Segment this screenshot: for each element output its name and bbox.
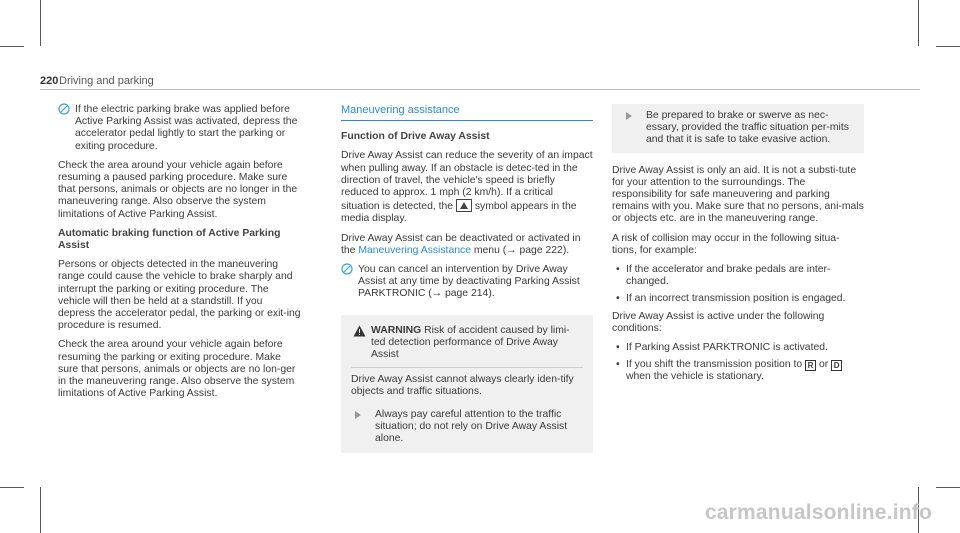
- warning-text: Risk of accident caused by limi-ted detection performance of Drive Away Assist: [371, 324, 570, 361]
- section-title: Driving and parking: [59, 75, 154, 87]
- subsection-heading: Automatic braking function of Active Parking Assist: [58, 227, 281, 252]
- list-item-text: If you shift the transmission position to: [626, 359, 803, 371]
- paragraph: [341, 150, 593, 225]
- info-note: [341, 264, 593, 301]
- step-text: Be prepared to brake or swerve as nec-essary, provided the traffic situation per-mits and that it is safe to take evasive action.: [646, 110, 849, 146]
- step-arrow-icon: [626, 112, 632, 120]
- warning-box: [341, 315, 593, 454]
- maneuvering-assistance-link[interactable]: Maneuvering Assistance: [358, 244, 471, 256]
- watermark: carmanualsonline.info: [704, 501, 932, 524]
- note-text: You can cancel an intervention by Drive Away Assist at any time by deactivating Parking Assist PARKTRONIC (→ page 214).: [358, 264, 580, 300]
- list-item: [612, 359, 864, 383]
- list-item-text: If Parking Assist PARKTRONIC is activated.: [626, 342, 828, 354]
- info-icon: [58, 103, 71, 116]
- paragraph-text: symbol appears in the media display.: [341, 201, 577, 225]
- crop-mark: [0, 46, 24, 47]
- list-item: [612, 264, 864, 288]
- bullet-icon: •: [616, 342, 620, 354]
- bullet-icon: •: [616, 359, 620, 371]
- maneuvering-assistance-heading: Maneuvering assistance: [341, 104, 593, 121]
- crop-mark: [936, 46, 960, 47]
- paragraph-text: Drive Away Assist can be deactivated or activated in the: [341, 232, 581, 256]
- paragraph: Drive Away Assist is only an aid. It is not a substi-tute for your attention to the surroundings. The responsibility for safe maneuvering and parking remains with you. Make sure that no persons, ani-mals or objects etc. are in the maneuvering range.: [612, 164, 864, 225]
- paragraph: Check the area around your vehicle again before resuming a paused parking procedure. Make sure that persons, animals or objects are no longer in the maneuvering range. Also observe the system limitations of Active Parking Assist.: [58, 159, 298, 220]
- list-item-text: or: [818, 359, 829, 371]
- warning-header: [351, 325, 583, 362]
- paragraph: Check the area around your vehicle again before resuming the parking or exiting procedure. Make sure that persons, animals or objects are no lon-ger in the maneuvering range. Also observe the system limitations of Active Parking Assist.: [58, 339, 296, 400]
- crop-mark: [40, 487, 41, 533]
- divider: [351, 367, 583, 368]
- middle-column: [341, 104, 593, 453]
- info-icon: [341, 263, 354, 276]
- paragraph-text: Drive Away Assist can reduce the severity of an impact when pulling away. If an obstacle is detec-ted in the direction of travel, the vehicle's speed is briefly reduced to approx. 1 mph (2 km/h). If a critical situation is detected, the: [341, 150, 593, 213]
- paragraph: A risk of collision may occur in the following situa-tions, for example:: [612, 232, 840, 256]
- paragraph: [341, 233, 593, 257]
- gear-d-key-icon: D: [831, 360, 842, 371]
- warning-label: WARNING: [371, 324, 422, 336]
- warning-step: [351, 409, 583, 446]
- list-item-text: when the vehicle is stationary.: [626, 371, 764, 383]
- warning-box-continued: [612, 104, 864, 153]
- crop-mark: [936, 487, 960, 488]
- crop-mark: [0, 487, 24, 488]
- paragraph: Drive Away Assist is active under the following conditions:: [612, 310, 825, 334]
- drive-away-symbol-icon: [456, 199, 472, 212]
- left-column: [58, 104, 302, 407]
- paragraph-text: menu (→ page 222).: [473, 244, 570, 256]
- warning-step: [622, 110, 854, 147]
- gear-r-key-icon: R: [805, 360, 816, 371]
- subsection-heading: Function of Drive Away Assist: [341, 131, 490, 143]
- list-item-text: If the accelerator and brake pedals are inter-changed.: [626, 264, 831, 288]
- crop-mark: [918, 0, 919, 46]
- info-note: [58, 104, 302, 153]
- header-rule: [40, 89, 920, 90]
- paragraph: Persons or objects detected in the maneuvering range could cause the vehicle to brake sharply and interrupt the parking or exiting procedure. The vehicle will then be held at a standstill. If you depress the accelerator pedal, the parking or exit-ing procedure is resumed.: [58, 259, 301, 332]
- right-column: [612, 104, 864, 389]
- note-text: If the electric parking brake was applied before Active Parking Assist was activated, depress the accelerator pedal lightly to start the parking or exiting procedure.: [75, 104, 298, 152]
- warning-triangle-icon: [353, 325, 366, 341]
- step-text: Always pay careful attention to the traffic situation; do not rely on Drive Away Assist alone.: [375, 408, 568, 445]
- page-number: 220: [40, 75, 59, 87]
- bullet-icon: •: [616, 264, 620, 276]
- bullet-icon: •: [616, 293, 620, 305]
- list-item: [612, 293, 864, 305]
- list-item-text: If an incorrect transmission position is engaged.: [626, 293, 846, 305]
- warning-body: Drive Away Assist cannot always clearly iden-tify objects and traffic situations.: [351, 374, 574, 398]
- step-arrow-icon: [355, 411, 361, 419]
- list-item: [612, 342, 864, 354]
- crop-mark: [40, 0, 41, 46]
